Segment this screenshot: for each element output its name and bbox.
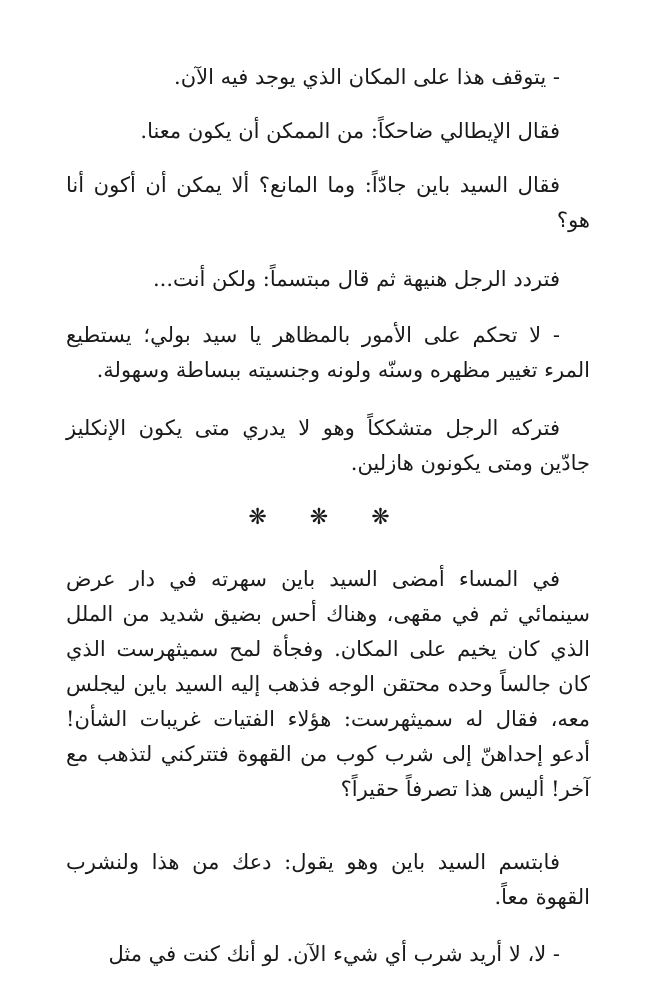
paragraph-8: فابتسم السيد باين وهو يقول: دعك من هذا ولنشرب القهوة معاً.: [66, 850, 590, 909]
book-page: [66, 0, 590, 1000]
paragraph-6: فتركه الرجل متشككاً وهو لا يدري متى يكون الإنكليز جادّين ومتى يكونون هازلين.: [66, 416, 590, 475]
paragraph-5: - لا تحكم على الأمور بالمظاهر يا سيد بولي؛ يستطيع المرء تغيير مظهره وسنّه ولونه وجنسيته ببساطة وسهولة.: [66, 323, 590, 382]
paragraph-7: في المساء أمضى السيد باين سهرته في دار عرض سينمائي ثم في مقهى، وهناك أحس بضيق شديد من الملل الذي كان يخيم على المكان. وفجأة لمح سميثهرست الذي كان جالساً وحده محتقن الوجه فذهب إليه السيد باين ليجلس معه، فقال له سميثهرست: هؤلاء الفتيات غريبات الشأن! أدعو إحداهنّ إلى شرب كوب من القهوة فتتركني لتذهب مع آخر! أليس هذا تصرفاً حقيراً؟: [66, 567, 590, 801]
paragraph-1: - يتوقف هذا على المكان الذي يوجد فيه الآن.: [174, 65, 560, 89]
paragraph-9: - لا، لا أريد شرب أي شيء الآن. لو أنك كنت في مثل: [108, 942, 560, 966]
paragraph-3: فقال السيد باين جادّاً: وما المانع؟ ألا يمكن أن أكون أنا هو؟: [66, 173, 590, 232]
paragraph-4: فتردد الرجل هنيهة ثم قال مبتسماً: ولكن أنت...: [152, 267, 560, 291]
paragraph-2: فقال الإيطالي ضاحكاً: من الممكن أن يكون معنا.: [140, 119, 560, 143]
section-separator: ❋ ❋ ❋: [248, 505, 408, 530]
